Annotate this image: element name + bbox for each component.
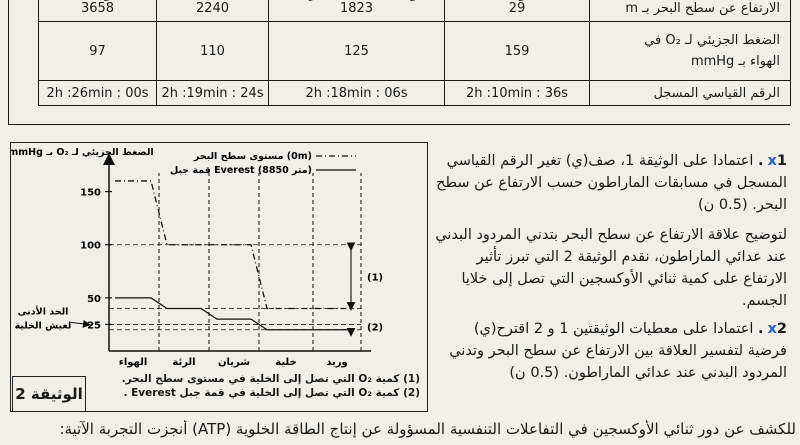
- check-mark-icon: x: [767, 321, 777, 337]
- table-cell: 2h :26min : 00s: [39, 81, 157, 106]
- y-tick-label: 100: [80, 240, 101, 252]
- question-1: [432, 150, 787, 216]
- table-cell: 29: [508, 1, 526, 16]
- table-cell: 2h :18min : 06s: [269, 81, 445, 106]
- x-tick-label: الهواء: [118, 357, 148, 368]
- question-number: 1.: [758, 153, 787, 169]
- chart-notes: [90, 372, 420, 400]
- row-label: الارتفاع عن سطح البحر بـ m: [590, 0, 791, 22]
- table-cell: 1823: [339, 1, 374, 16]
- legend-label-2: قمة جبل Everest (8850 متر): [169, 165, 312, 176]
- row-label-line2: الهواء بـ mmHg: [690, 54, 780, 69]
- y-tick-label: 25: [87, 320, 101, 332]
- table-cell: 2h :19min : 24s: [157, 81, 269, 106]
- legend-label-1: مستوى سطح البحر (0m): [193, 151, 312, 162]
- next-section-line: للكشف عن دور ثنائي الأوكسجين في التفاعلات التنفسية المسؤولة عن إنتاج الطاقة الخلوية (ATP) أنجزت التجربة الآتية:: [59, 420, 796, 438]
- table-cell: 110: [157, 22, 269, 81]
- question-number: 2.: [758, 321, 787, 337]
- note-1: (1) كمية O₂ التي تصل إلى الخلية في مستوى سطح البحر.: [121, 373, 420, 385]
- chart-marks: [15, 181, 383, 333]
- table-row: [39, 81, 791, 106]
- x-tick-label: خلية: [275, 357, 297, 368]
- min-level-arrow: [71, 322, 87, 324]
- bracket-1-label: (1): [367, 272, 384, 284]
- row-label: الرقم القياسي المسجل: [590, 81, 791, 106]
- table-cell: 3658: [80, 1, 115, 16]
- series-line-2: [115, 298, 353, 330]
- min-level-label: الحد الأدنى: [17, 306, 69, 318]
- table-cell: 97: [39, 22, 157, 81]
- x-tick-label: الرئة: [172, 357, 196, 368]
- table-frame-left: [8, 0, 10, 125]
- bracket-2-label: (2): [367, 322, 384, 334]
- chart-axes: [80, 159, 371, 368]
- intro-paragraph: لتوضيح علاقة الارتفاع عن سطح البحر بتدني المردود البدني عند عدائي الماراطون، نقدم الوثيقة 2 التي تبرز تأثير الارتفاع على كمية ثنائي الأوكسجين التي تصل إلى خلايا الجسم.: [435, 227, 787, 309]
- data-table: [38, 0, 791, 106]
- table-row: [39, 0, 791, 22]
- question-2: [432, 318, 787, 384]
- document-label: الوثيقة 2: [12, 376, 86, 412]
- question-text: اعتمادا على معطيات الوثيقتين 1 و 2 اقترح(ي) فرضية لتفسير العلاقة بين الارتفاع عن سطح البحر وتدني المردود البدني عند عدائي الماراطون. (0.5 ن): [449, 321, 787, 381]
- table-cell: 2h :10min : 36s: [445, 81, 590, 106]
- chart-legend: [170, 151, 356, 176]
- table-cell: 159: [445, 22, 590, 81]
- y-tick-label: 150: [80, 187, 101, 199]
- x-tick-label: شريان: [217, 357, 251, 368]
- question-text: اعتمادا على الوثيقة 1، صف(ي) تغير الرقم القياسي المسجل في مسابقات الماراطون حسب الارتفاع عن سطح البحر. (0.5 ن): [436, 153, 787, 213]
- check-mark-icon: x: [767, 153, 777, 169]
- table-cell: 2240: [195, 1, 230, 16]
- y-tick-label: 50: [87, 293, 101, 305]
- table-row: [39, 22, 791, 81]
- y-axis-label: الضغط الجزيئي لـ O₂ بـ mmHg: [11, 147, 154, 158]
- table-frame-bottom: [8, 124, 790, 125]
- o2-pressure-chart: [11, 143, 427, 411]
- row-label-line1: الضغط الجزيئي لـ O₂ في: [644, 33, 780, 48]
- min-level-label: لعيش الخلية: [14, 320, 72, 332]
- table-cell: 125: [269, 22, 445, 81]
- note-2: (2) كمية O₂ التي تصل إلى الخلية في قمة جبل Everest .: [123, 387, 420, 399]
- x-tick-label: وريد: [326, 357, 348, 368]
